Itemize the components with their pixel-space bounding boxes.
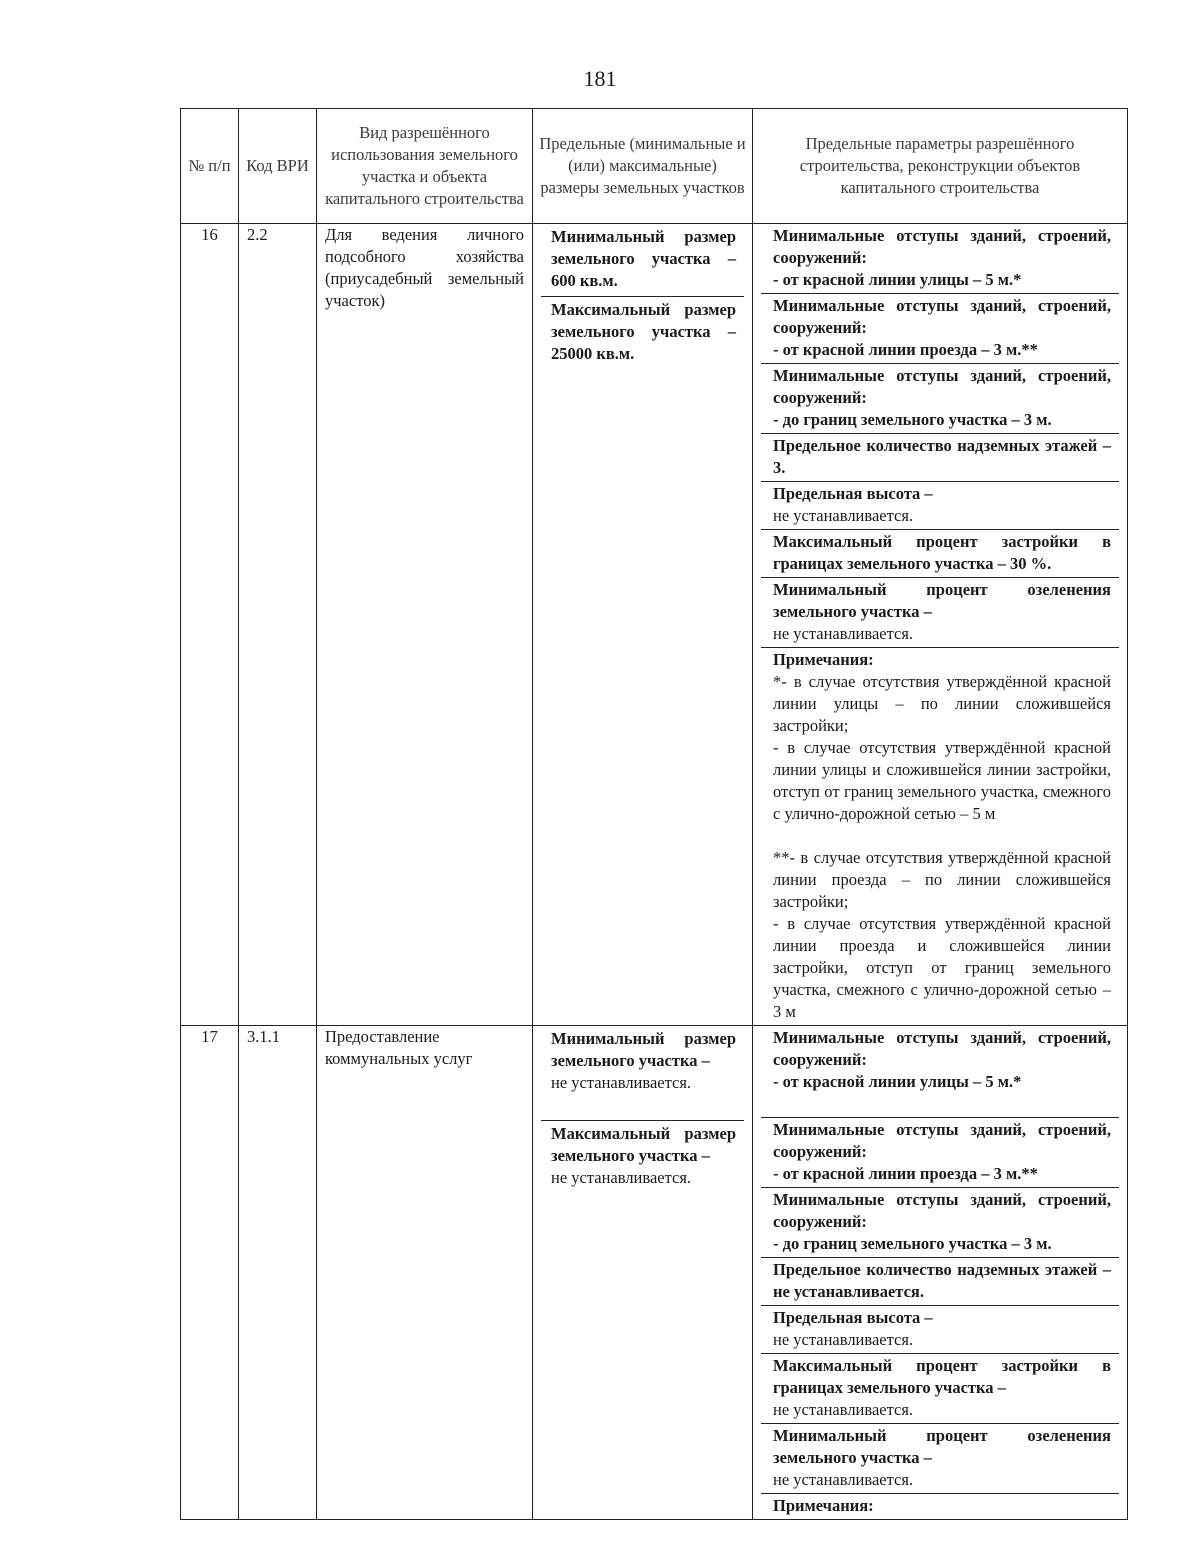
row-sizes: [533, 224, 753, 1026]
size-max-label: Максимальный размер земельного участка –: [551, 1124, 736, 1165]
size-min-label: Минимальный размер земельного участка – 600 кв.м.: [551, 227, 736, 290]
param-value: не устанавливается.: [773, 506, 914, 525]
size-max: [541, 296, 744, 369]
param-item: [761, 363, 1119, 433]
note-paragraph: **- в случае отсутствия утверждённой красной линии проезда – по линии сложившейся застройки;: [773, 848, 1111, 911]
table-row: [181, 224, 1128, 1026]
param-item: [761, 1117, 1119, 1187]
param-head: Предельная высота –: [773, 484, 933, 503]
param-value: - от красной линии проезда – 3 м.**: [773, 1164, 1038, 1183]
param-head: Минимальные отступы зданий, строений, сооружений:: [773, 296, 1111, 337]
param-item: [761, 481, 1119, 529]
note-paragraph: - в случае отсутствия утверждённой красной линии проезда и сложившейся линии застройки, отступ от границ земельного участка, смежного с улично-дорожной сетью – 3 м: [773, 914, 1111, 1021]
param-head: Предельное количество надземных этажей – не устанавливается.: [773, 1260, 1111, 1301]
row-code: 3.1.1: [239, 1026, 317, 1520]
param-head: Минимальный процент озеленения земельного участка –: [773, 1426, 1111, 1467]
param-value: не устанавливается.: [773, 624, 914, 643]
param-head: Минимальные отступы зданий, строений, сооружений:: [773, 366, 1111, 407]
param-item: [761, 1257, 1119, 1305]
row-params: [753, 224, 1128, 1026]
size-min-label: Минимальный размер земельного участка –: [551, 1029, 736, 1070]
page-number: 181: [583, 66, 617, 91]
param-value: не устанавливается.: [773, 1470, 914, 1489]
param-head: Максимальный процент застройки в границах земельного участка –: [773, 1356, 1111, 1397]
param-head: Максимальный процент застройки в границах земельного участка – 30 %.: [773, 532, 1111, 573]
param-item: [761, 1353, 1119, 1423]
param-item: [761, 577, 1119, 647]
regulations-table: [180, 108, 1128, 1520]
header-name: Вид разрешённого использования земельного участка и объекта капитального строительства: [317, 109, 533, 224]
size-min-value: не устанавливается.: [551, 1073, 692, 1092]
row-params: [753, 1026, 1128, 1520]
param-head: Минимальные отступы зданий, строений, сооружений:: [773, 1190, 1111, 1231]
size-min: [541, 224, 744, 296]
param-item: [761, 1026, 1119, 1117]
param-item: [761, 529, 1119, 577]
param-head: Предельное количество надземных этажей – 3.: [773, 436, 1111, 477]
param-item: [761, 293, 1119, 363]
param-value: - до границ земельного участка – 3 м.: [773, 410, 1052, 429]
param-head: Минимальный процент озеленения земельного участка –: [773, 580, 1111, 621]
note-paragraph: *- в случае отсутствия утверждённой красной линии улицы – по линии сложившейся застройки;: [773, 672, 1111, 735]
note-paragraph: - в случае отсутствия утверждённой красной линии улицы и сложившейся линии застройки, отступ от границ земельного участка, смежного с улично-дорожной сетью – 5 м: [773, 738, 1111, 823]
param-value: не устанавливается.: [773, 1400, 914, 1419]
size-max-value: не устанавливается.: [551, 1168, 692, 1187]
param-value: не устанавливается.: [773, 1330, 914, 1349]
notes-heading: Примечания:: [773, 650, 874, 669]
row-code: 2.2: [239, 224, 317, 1026]
table-header-row: [181, 109, 1128, 224]
row-sizes: [533, 1026, 753, 1520]
table-row: [181, 1026, 1128, 1520]
size-max: [541, 1120, 744, 1193]
header-params: Предельные параметры разрешённого строительства, реконструкции объектов капитального строительства: [753, 109, 1128, 224]
param-item: [761, 224, 1119, 293]
row-use-type: Предоставление коммунальных услуг: [317, 1026, 533, 1520]
param-value: - от красной линии улицы – 5 м.*: [773, 270, 1022, 289]
row-use-type: Для ведения личного подсобного хозяйства (приусадебный земельный участок): [317, 224, 533, 1026]
notes-block: [761, 647, 1119, 1025]
param-item: [761, 1187, 1119, 1257]
header-code: Код ВРИ: [239, 109, 317, 224]
size-min: [541, 1026, 744, 1120]
param-item: [761, 433, 1119, 481]
notes-block: [761, 1493, 1119, 1519]
param-value: - до границ земельного участка – 3 м.: [773, 1234, 1052, 1253]
param-value: - от красной линии улицы – 5 м.*: [773, 1072, 1022, 1091]
param-value: - от красной линии проезда – 3 м.**: [773, 340, 1038, 359]
header-num: № п/п: [181, 109, 239, 224]
param-head: Минимальные отступы зданий, строений, сооружений:: [773, 226, 1111, 267]
param-head: Минимальные отступы зданий, строений, сооружений:: [773, 1028, 1111, 1069]
param-item: [761, 1305, 1119, 1353]
header-size: Предельные (минимальные и (или) максимальные) размеры земельных участков: [533, 109, 753, 224]
row-number: 16: [181, 224, 239, 1026]
param-item: [761, 1423, 1119, 1493]
param-head: Минимальные отступы зданий, строений, сооружений:: [773, 1120, 1111, 1161]
row-number: 17: [181, 1026, 239, 1520]
param-head: Предельная высота –: [773, 1308, 933, 1327]
notes-heading: Примечания:: [773, 1496, 874, 1515]
size-max-label: Максимальный размер земельного участка – 25000 кв.м.: [551, 300, 736, 363]
